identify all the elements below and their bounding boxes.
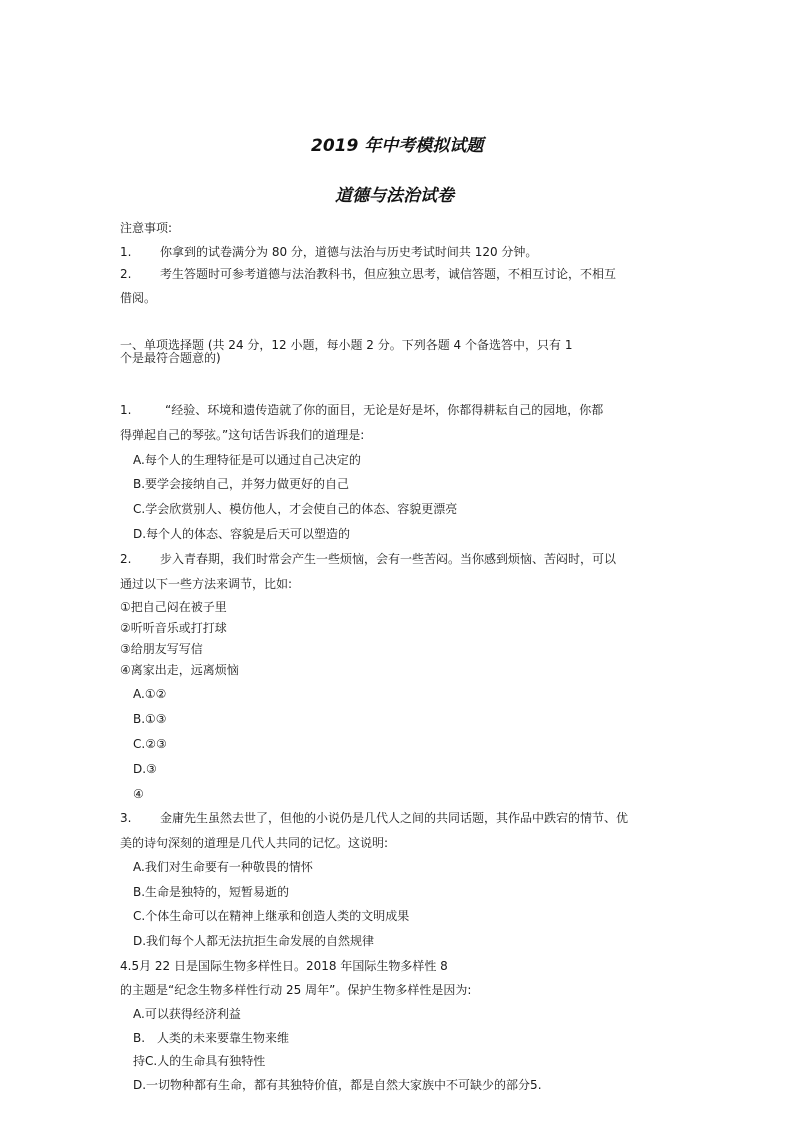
answer-option: C.②③ xyxy=(133,737,167,751)
method-item: ④离家出走，远离烦恼 xyxy=(120,663,239,677)
notice-item-number: 1. xyxy=(120,245,132,259)
answer-option: D.每个人的体态、容貌是后天可以塑造的 xyxy=(133,527,351,541)
method-item: ③给朋友写写信 xyxy=(120,642,203,656)
notice-item-text: 你拿到的试卷满分为 80 分，道德与法治与历史考试时间共 120 分钟。 xyxy=(160,245,538,259)
question-stem: 4.5月 22 日是国际生物多样性日。2018 年国际生物多样性 8 xyxy=(120,959,448,973)
notice-item-number: 2. xyxy=(120,267,132,281)
notice-heading: 注意事项: xyxy=(120,221,173,235)
question-number: 3. xyxy=(120,811,132,825)
answer-option: A.①② xyxy=(133,687,167,701)
page-title: 2019 年中考模拟试题 xyxy=(311,136,484,156)
section-heading: 一、单项选择题 (共 24 分，12 小题，每小题 2 分。下列各题 4 个备选答中，只有 1 xyxy=(120,338,573,352)
question-stem: 步入青春期，我们时常会产生一些烦恼，会有一些苦闷。当你感到烦恼、苦闷时，可以 xyxy=(160,552,617,566)
answer-option: B.生命是独特的，短暂易逝的 xyxy=(133,885,290,899)
answer-option: D.一切物种都有生命，都有其独特价值，都是自然大家族中不可缺少的部分5. xyxy=(133,1078,542,1092)
answer-option: B.①③ xyxy=(133,712,167,726)
question-stem-continuation: 的主题是“纪念生物多样性行动 25 周年”。保护生物多样性是因为: xyxy=(120,983,472,997)
answer-option: A.每个人的生理特征是可以通过自己决定的 xyxy=(133,453,361,467)
notice-item-text: 考生答题时可参考道德与法治教科书，但应独立思考，诚信答题，不相互讨论，不相互 xyxy=(160,267,617,281)
notice-item-continuation: 借阅。 xyxy=(120,291,157,305)
question-stem-continuation: 美的诗句深刻的道理是几代人共同的记忆。这说明: xyxy=(120,836,389,850)
question-stem: 金庸先生虽然去世了，但他的小说仍是几代人之间的共同话题，其作品中跌宕的情节、优 xyxy=(160,811,629,825)
answer-option: C.学会欣赏别人、模仿他人，才会使自己的体态、容貌更漂亮 xyxy=(133,502,458,516)
answer-option: A.我们对生命要有一种敬畏的情怀 xyxy=(133,860,313,874)
answer-option: B. 人类的未来要靠生物来维 xyxy=(133,1031,290,1045)
answer-option: C.个体生命可以在精神上继承和创造人类的文明成果 xyxy=(133,909,410,923)
question-stem-continuation: 得弹起自己的琴弦。”这句话告诉我们的道理是: xyxy=(120,428,365,442)
answer-option: B.要学会接纳自己，并努力做更好的自己 xyxy=(133,477,350,491)
answer-option: ④ xyxy=(133,787,144,801)
section-heading-continuation: 个是最符合题意的) xyxy=(120,351,221,365)
answer-option: D.③ xyxy=(133,762,157,776)
question-number: 2. xyxy=(120,552,132,566)
answer-option: A.可以获得经济利益 xyxy=(133,1007,241,1021)
question-stem-continuation: 通过以下一些方法来调节，比如: xyxy=(120,577,293,591)
method-item: ①把自己闷在被子里 xyxy=(120,600,227,614)
question-number: 1. xyxy=(120,403,132,417)
answer-option: 持C.人的生命具有独特性 xyxy=(133,1054,266,1068)
answer-option: D.我们每个人都无法抗拒生命发展的自然规律 xyxy=(133,934,375,948)
method-item: ②听听音乐或打打球 xyxy=(120,621,227,635)
page-subtitle: 道德与法治试卷 xyxy=(335,186,454,206)
question-stem: “经验、环境和遗传造就了你的面目，无论是好是坏，你都得耕耘自己的园地，你都 xyxy=(165,403,604,417)
